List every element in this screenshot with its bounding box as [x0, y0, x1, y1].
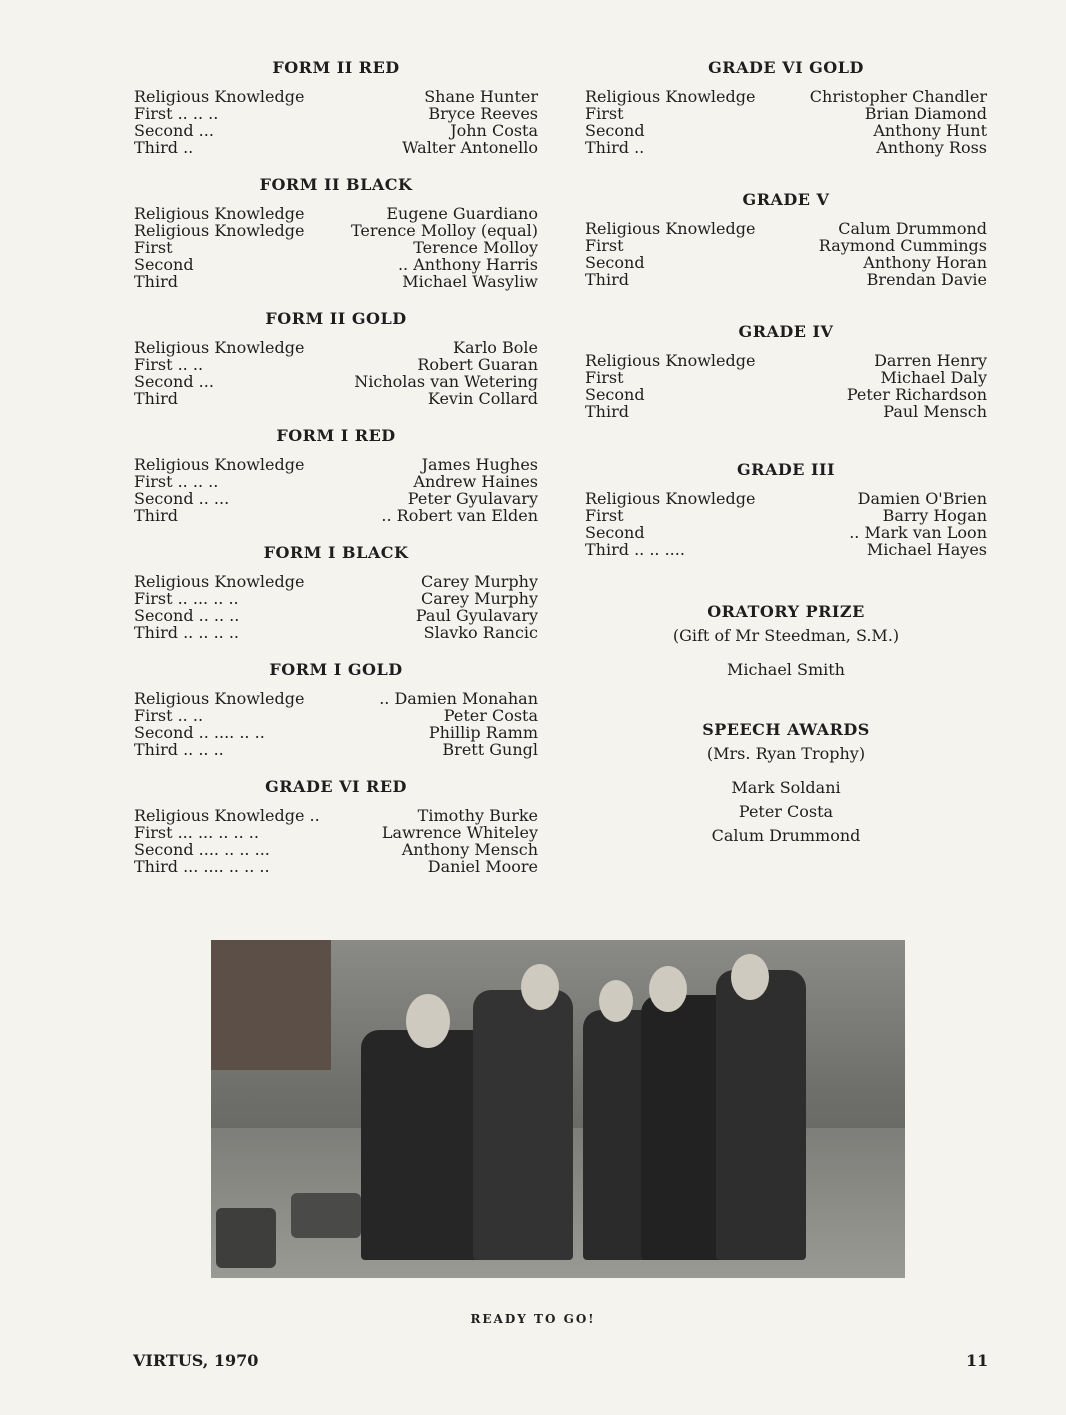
award-label: Religious Knowledge: [134, 689, 305, 708]
award-name: Michael Wasyliw: [402, 272, 538, 291]
award-row: [585, 237, 987, 254]
award-label: Second: [134, 255, 194, 274]
award-row: [585, 507, 987, 524]
section-grade-vi-red: [134, 777, 538, 875]
right-column: [585, 58, 987, 867]
speech-subheading: (Mrs. Ryan Trophy): [706, 744, 866, 763]
award-name: Phillip Ramm: [428, 723, 538, 742]
award-name: Brendan Davie: [866, 270, 987, 289]
section-form-i-red: [134, 426, 538, 524]
award-name: Andrew Haines: [413, 472, 538, 491]
award-label: Second: [585, 253, 645, 272]
award-label: Second: [585, 385, 645, 404]
award-label: Religious Knowledge: [134, 87, 305, 106]
section-grade-vi-gold: [585, 58, 987, 156]
award-row: [134, 858, 538, 875]
award-label: First .. ..: [134, 355, 204, 374]
award-name: Bryce Reeves: [428, 104, 538, 123]
section-form-ii-black: [134, 175, 538, 290]
award-label: Religious Knowledge: [585, 219, 756, 238]
section-heading: GRADE IV: [738, 322, 834, 341]
award-name: Calum Drummond: [838, 219, 987, 238]
award-row: [134, 590, 538, 607]
award-label: Third ..: [134, 138, 194, 157]
award-label: Third: [134, 389, 178, 408]
award-name: Damien O'Brien: [857, 489, 987, 508]
award-label: First: [585, 104, 624, 123]
award-row: [134, 624, 538, 641]
photo-face: [521, 964, 559, 1010]
photo-face: [406, 994, 450, 1048]
award-label: Religious Knowledge: [134, 204, 305, 223]
award-label: First: [585, 368, 624, 387]
award-row: [134, 841, 538, 858]
award-name: Michael Daly: [880, 368, 987, 387]
award-label: Third: [134, 272, 178, 291]
award-label: Third: [585, 270, 629, 289]
oratory-subheading: (Gift of Mr Steedman, S.M.): [672, 626, 900, 645]
award-label: First: [585, 236, 624, 255]
publication-title: VIRTUS, 1970: [133, 1351, 259, 1370]
award-row: [134, 373, 538, 390]
award-row: [134, 456, 538, 473]
left-column: [134, 58, 538, 894]
award-name: Darren Henry: [874, 351, 987, 370]
award-row: [134, 573, 538, 590]
award-label: Third .. .. ....: [585, 540, 685, 559]
photo-suitcase: [291, 1193, 361, 1238]
award-row: [134, 707, 538, 724]
award-row: [585, 369, 987, 386]
award-label: Second: [585, 523, 645, 542]
award-label: First .. ... .. ..: [134, 589, 239, 608]
award-row: [585, 122, 987, 139]
award-label: Second ...: [134, 121, 214, 140]
award-row: [134, 607, 538, 624]
award-label: Third ..: [585, 138, 645, 157]
award-row: [134, 205, 538, 222]
award-row: [134, 473, 538, 490]
award-row: [585, 139, 987, 156]
award-label: First: [585, 506, 624, 525]
oratory-heading: ORATORY PRIZE: [707, 602, 865, 621]
section-grade-iii: [585, 460, 987, 558]
photo-figure-student: [473, 990, 573, 1260]
award-name: Anthony Ross: [876, 138, 987, 157]
oratory-winner: Michael Smith: [727, 660, 845, 679]
section-heading: FORM II GOLD: [265, 309, 407, 328]
photo-face: [731, 954, 769, 1000]
section-heading: GRADE V: [742, 190, 830, 209]
award-row: [134, 222, 538, 239]
section-heading: FORM II RED: [272, 58, 400, 77]
award-label: First ... ... .. .. ..: [134, 823, 259, 842]
award-name: .. Anthony Harris: [397, 255, 538, 274]
award-name: Terence Molloy (equal): [351, 221, 538, 240]
award-row: [134, 239, 538, 256]
section-heading: GRADE VI RED: [265, 777, 407, 796]
speech-winner: Peter Costa: [738, 802, 834, 821]
award-name: Shane Hunter: [424, 87, 538, 106]
award-label: Religious Knowledge: [134, 572, 305, 591]
award-row: [134, 339, 538, 356]
photo-face: [599, 980, 633, 1022]
award-name: Peter Gyulavary: [407, 489, 538, 508]
award-name: Carey Murphy: [421, 572, 538, 591]
award-name: Karlo Bole: [453, 338, 538, 357]
award-label: First: [134, 238, 173, 257]
award-row: [134, 807, 538, 824]
section-form-ii-red: [134, 58, 538, 156]
award-label: First .. ..: [134, 706, 204, 725]
photo-face: [649, 966, 687, 1012]
section-heading: FORM II BLACK: [259, 175, 413, 194]
award-row: [585, 271, 987, 288]
award-label: Religious Knowledge: [585, 87, 756, 106]
speech-awards: [585, 718, 987, 848]
award-label: Second .. .. ..: [134, 606, 240, 625]
award-name: Anthony Hunt: [873, 121, 987, 140]
award-row: [134, 390, 538, 407]
photo-suitcase: [216, 1208, 276, 1268]
award-label: Religious Knowledge: [134, 338, 305, 357]
award-row: [585, 403, 987, 420]
award-label: Second .. .... .. ..: [134, 723, 265, 742]
award-name: Lawrence Whiteley: [381, 823, 538, 842]
award-row: [134, 273, 538, 290]
section-grade-iv: [585, 322, 987, 420]
award-name: Timothy Burke: [417, 806, 538, 825]
award-name: Raymond Cummings: [818, 236, 987, 255]
award-row: [134, 741, 538, 758]
section-heading: FORM I GOLD: [269, 660, 403, 679]
award-row: [134, 690, 538, 707]
award-label: First .. .. ..: [134, 472, 219, 491]
award-row: [134, 724, 538, 741]
award-label: Second: [585, 121, 645, 140]
award-name: Christopher Chandler: [809, 87, 987, 106]
award-label: Third ... .... .. .. ..: [134, 857, 270, 876]
award-row: [134, 490, 538, 507]
award-name: Anthony Horan: [863, 253, 987, 272]
award-label: Second .. ...: [134, 489, 230, 508]
section-heading: FORM I BLACK: [263, 543, 409, 562]
award-name: Slavko Rancic: [423, 623, 538, 642]
award-label: Religious Knowledge: [134, 455, 305, 474]
oratory-prize: [585, 600, 987, 682]
award-row: [585, 105, 987, 122]
award-name: Peter Costa: [443, 706, 538, 725]
award-name: John Costa: [450, 121, 538, 140]
award-label: Third: [585, 402, 629, 421]
award-name: Robert Guaran: [417, 355, 538, 374]
award-label: Third .. .. .. ..: [134, 623, 240, 642]
award-label: Second ...: [134, 372, 214, 391]
group-photo: [211, 940, 905, 1278]
award-label: Third: [134, 506, 178, 525]
award-row: [585, 254, 987, 271]
speech-heading: SPEECH AWARDS: [702, 720, 870, 739]
section-form-ii-gold: [134, 309, 538, 407]
award-name: Brett Gungl: [442, 740, 538, 759]
award-label: Second .... .. .. ...: [134, 840, 270, 859]
section-form-i-black: [134, 543, 538, 641]
award-name: .. Mark van Loon: [849, 523, 987, 542]
award-label: First .. .. ..: [134, 104, 219, 123]
award-row: [134, 139, 538, 156]
award-name: Michael Hayes: [866, 540, 987, 559]
award-row: [134, 507, 538, 524]
section-heading: FORM I RED: [276, 426, 396, 445]
photo-caption: READY TO GO!: [470, 1312, 596, 1326]
award-name: Carey Murphy: [421, 589, 538, 608]
section-grade-v: [585, 190, 987, 288]
award-name: Eugene Guardiano: [386, 204, 538, 223]
speech-winner: Calum Drummond: [711, 826, 861, 845]
award-row: [585, 352, 987, 369]
award-name: Terence Molloy: [413, 238, 538, 257]
award-label: Religious Knowledge: [585, 489, 756, 508]
award-label: Third .. .. ..: [134, 740, 224, 759]
award-name: Peter Richardson: [846, 385, 987, 404]
award-label: Religious Knowledge ..: [134, 806, 320, 825]
award-name: .. Damien Monahan: [379, 689, 538, 708]
award-row: [585, 220, 987, 237]
award-row: [134, 88, 538, 105]
award-name: James Hughes: [421, 455, 538, 474]
award-name: Walter Antonello: [402, 138, 538, 157]
award-name: Brian Diamond: [864, 104, 987, 123]
photo-brick-wall: [211, 940, 331, 1070]
award-row: [585, 524, 987, 541]
award-row: [585, 541, 987, 558]
award-row: [134, 356, 538, 373]
speech-winner: Mark Soldani: [731, 778, 841, 797]
section-heading: GRADE III: [737, 460, 835, 479]
award-name: Anthony Mensch: [401, 840, 538, 859]
award-label: Religious Knowledge: [585, 351, 756, 370]
section-heading: GRADE VI GOLD: [708, 58, 864, 77]
award-name: Nicholas van Wetering: [354, 372, 538, 391]
award-name: Paul Mensch: [883, 402, 987, 421]
page-number: 11: [966, 1351, 989, 1370]
award-row: [585, 490, 987, 507]
award-label: Religious Knowledge: [134, 221, 305, 240]
section-form-i-gold: [134, 660, 538, 758]
award-name: Daniel Moore: [427, 857, 538, 876]
photo-figure-student: [716, 970, 806, 1260]
award-row: [134, 256, 538, 273]
award-row: [134, 105, 538, 122]
award-row: [585, 386, 987, 403]
award-name: Paul Gyulavary: [415, 606, 538, 625]
award-row: [585, 88, 987, 105]
award-name: .. Robert van Elden: [381, 506, 538, 525]
award-name: Barry Hogan: [882, 506, 987, 525]
award-row: [134, 122, 538, 139]
award-name: Kevin Collard: [427, 389, 538, 408]
award-row: [134, 824, 538, 841]
